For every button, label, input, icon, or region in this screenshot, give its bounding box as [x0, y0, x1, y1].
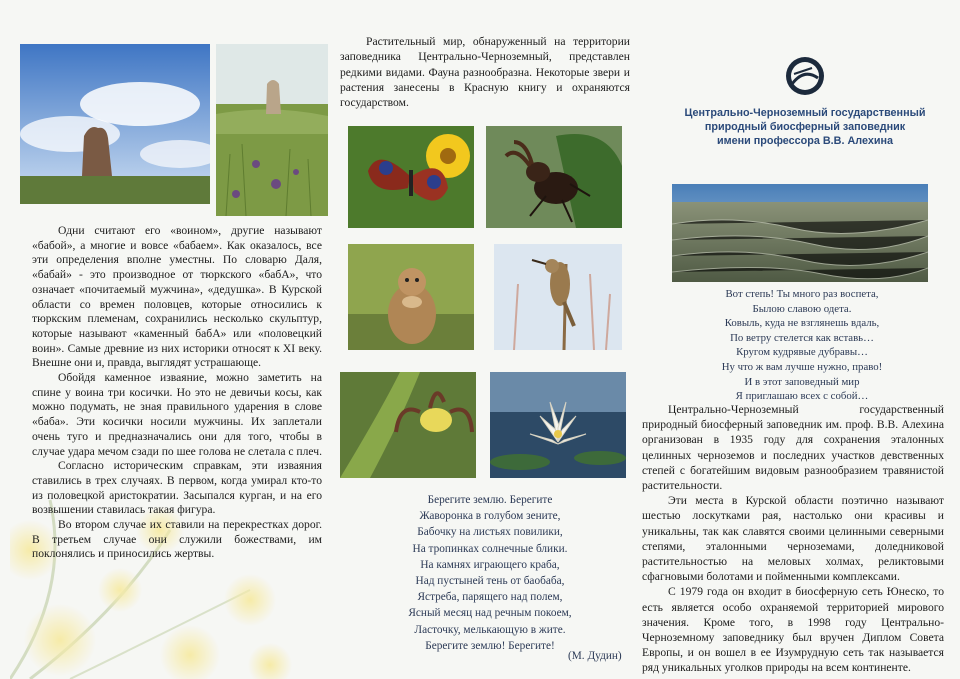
verse-line: Кругом кудрявые дубравы…	[736, 346, 868, 359]
right-text	[642, 402, 944, 676]
paragraph: Обойдя каменное изваяние, можно заметить на спине у воина три косички. Но это не девичьи косы, как можно подумать, не зная правильного ударения в слове «баба». Эти косички носили мужчины. Их заплетали очень туго и предназначались они для того, чтобы в случае удара мечом сзади по шее голова не слетала с плеч.	[32, 371, 323, 458]
paragraph: С 1979 года он входит в биосферную сеть Юнеско, то есть является особо охраняемой территорией мирового значения. Кроме того, в 1998 году Центрально-Черноземному заповеднику был вручен Диплом Совета Европы, и он вошел в ее Изумрудную сеть так называется ряд уникальных уголков природы на всем континенте.	[642, 585, 944, 675]
paragraph: Одни считают его «воином», другие называют «бабой», а многие и вовсе «бабаем». Как оказалось, все эти определения вполне уместны. По словарю Даля, «бабай» - это производное от тюркского «бабА», что означает «почитаемый мужчина», «дедушка». В Курской области со времен половцев, которые относились к тюркским племенам, сохранились несколько скульптур, которые называют «каменный бабА» или «половецкий воин». Самые древние из них историки относят к XI веку. Внешне они и, правда, выглядят устрашающе.	[32, 224, 322, 370]
paragraph: Эти места в Курской области поэтично называют шестью лоскутками рая, настолько они красивы и уникальны, так как славятся своими целинными северными степями, эталонными черноземами, доледниковой растительностью на меловых холмах, реликтовыми сфагновыми болотами и пойменными комплексами.	[642, 494, 944, 584]
poem-line: Берегите землю! Берегите!	[425, 639, 555, 652]
poem-line: На тропинках солнечные блики.	[412, 542, 568, 555]
poem-line: Бабочку на листьях повилики,	[417, 526, 563, 539]
left-column	[10, 0, 328, 679]
reserve-logo	[782, 54, 828, 98]
poem-line: Ласточку, мелькающую в жите.	[414, 623, 566, 636]
poem-line: На камнях играющего краба,	[420, 558, 560, 571]
verse-line: Ковыль, куда не взглянешь вдаль,	[724, 317, 880, 330]
stone-statue-photo	[20, 44, 210, 204]
poem-line: Ястреба, парящего над полем,	[417, 591, 563, 604]
verse-line: По ветру стелется как вставь…	[730, 331, 874, 344]
poem-line: Ясный месяц над речным покоем,	[408, 607, 572, 620]
title-line: имени профессора В.В. Алехина	[716, 135, 893, 147]
verse-line: Вот степь! Ты много раз воспета,	[725, 288, 879, 300]
steppe-verse	[682, 287, 922, 404]
paragraph: Согласно историческим справкам, эти изваяния ставились в трех случаях. В первом, когда умирал кто-то из половецкой аристократии. Засыпался курган, и на его возвышении ставилась такая фигура.	[32, 459, 322, 517]
title-line: природный биосферный заповедник	[704, 121, 906, 133]
left-text	[32, 224, 322, 562]
paragraph: Центрально-Черноземный государственный природный биосферный заповедник им. проф. В.В. Алехина организован в 1935 году для сохранения эталонных целинных черноземов и последних участков девственных степей с богатейшим видовым разнообразием травянистой растительности.	[642, 403, 944, 493]
verse-line: Ну что ж вам лучше нужно, право!	[721, 360, 883, 373]
water-lily-photo	[490, 372, 626, 478]
steppe-photo	[672, 184, 928, 282]
poem-line: Над пустыней тень от баобаба,	[415, 575, 565, 588]
paragraph: Во втором случае их ставили на перекрестках дорог. В третьем случае они служили божествами, им поклонялись и приносились жертвы.	[32, 518, 322, 561]
intro-text	[340, 34, 630, 110]
poem-line: Жаворонка в голубом зените,	[419, 510, 561, 523]
marmot-photo	[348, 244, 474, 350]
verse-line: Былою славою одета.	[752, 302, 852, 315]
paragraph: Растительный мир, обнаруженный на территории заповедника Центрально-Черноземный, представлен редкими видами. Фауна разнообразна. Некоторые звери и растения занесены в Красную книгу и охраняются государством.	[340, 35, 630, 110]
bird-on-reed-photo	[494, 244, 622, 350]
verse-line: И в этот заповедный мир	[744, 375, 860, 388]
ladys-slipper-orchid-photo	[340, 372, 476, 478]
stone-statue-field-photo	[216, 44, 328, 216]
poem	[380, 492, 600, 654]
verse-line: Я приглашаю всех с собой…	[735, 390, 869, 403]
butterfly-photo	[348, 126, 474, 228]
poem-author: (М. Дудин)	[568, 650, 622, 662]
title-line: Центрально-Черноземный государственный	[684, 107, 926, 119]
right-column	[642, 0, 954, 679]
stag-beetle-photo	[486, 126, 622, 228]
reserve-title	[662, 106, 948, 148]
middle-column	[336, 0, 634, 679]
poem-line: Берегите землю. Берегите	[427, 494, 553, 506]
